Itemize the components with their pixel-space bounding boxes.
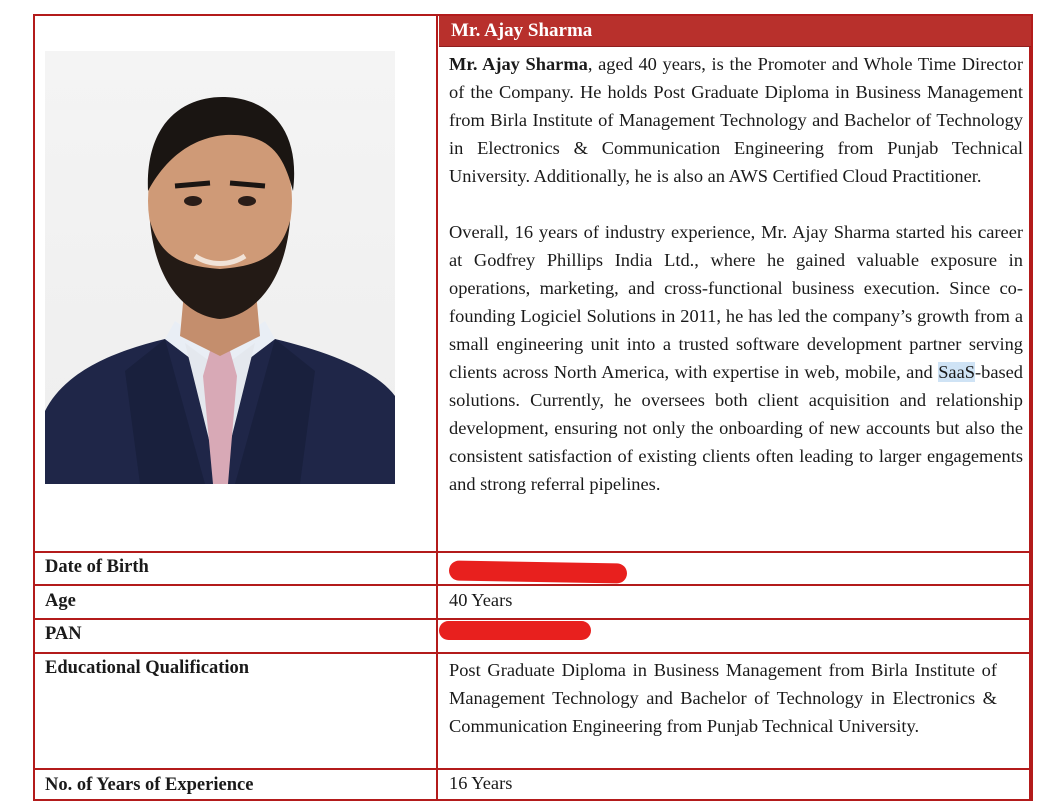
row-divider (35, 618, 1031, 620)
bio-paragraph-2 (449, 218, 1023, 498)
pan-redaction-mark (439, 621, 591, 640)
row-divider (35, 652, 1031, 654)
bio-name: Mr. Ajay Sharma (449, 54, 588, 74)
row-divider (35, 768, 1031, 770)
experience-value: 16 Years (449, 773, 513, 793)
name-header (439, 16, 1031, 47)
row-divider (35, 584, 1031, 586)
bio-text (449, 50, 1023, 526)
bio-paragraph-1-text: , aged 40 years, is the Promoter and Whole Time Director of the Company. He holds Post Graduate Diploma in Business Management from Birla Institute of Management Technology and Bachelor of Technology in Electronics & Communication Engineering from Punjab Technical University. Additionally, he is also an AWS Certified Cloud Practitioner. (449, 54, 1023, 186)
age-label: Age (45, 591, 76, 611)
dob-redaction-mark (449, 560, 627, 583)
age-value: 40 Years (449, 590, 513, 610)
dob-label: Date of Birth (45, 557, 149, 577)
column-divider (436, 16, 438, 801)
pan-label: PAN (45, 624, 82, 644)
row-divider (35, 551, 1031, 553)
bio-paragraph-2-text-b: -based solutions. Currently, he oversees both client acquisition and relationship development, ensuring not only the onboarding of new accounts but also the consistent satisfaction of existing clients often leading to larger engagements and strong referral pipelines. (449, 362, 1023, 494)
portrait-photo (45, 51, 395, 484)
education-value: Post Graduate Diploma in Business Management from Birla Institute of Management Technology and Bachelor of Technology in Electronics & Communication Engineering from Punjab Technical University. (449, 660, 997, 736)
text-selection-highlight[interactable]: SaaS (938, 362, 975, 382)
experience-label: No. of Years of Experience (45, 775, 254, 795)
bio-paragraph-2-text-a: Overall, 16 years of industry experience, Mr. Ajay Sharma started his career at Godfrey Phillips India Ltd., where he gained valuable exposure in operations, marketing, and cross-functional business execution. Since co-founding Logiciel Solutions in 2011, he has led the company’s growth from a small engineering unit into a trusted software development partner serving clients across North America, with expertise in web, mobile, and (449, 222, 1023, 382)
director-profile-table (33, 14, 1031, 801)
name-header-text: Mr. Ajay Sharma (451, 20, 593, 41)
bio-paragraph-1 (449, 50, 1023, 190)
right-page-edge (1031, 14, 1033, 801)
education-label: Educational Qualification (45, 658, 250, 678)
portrait-illustration (45, 51, 395, 484)
